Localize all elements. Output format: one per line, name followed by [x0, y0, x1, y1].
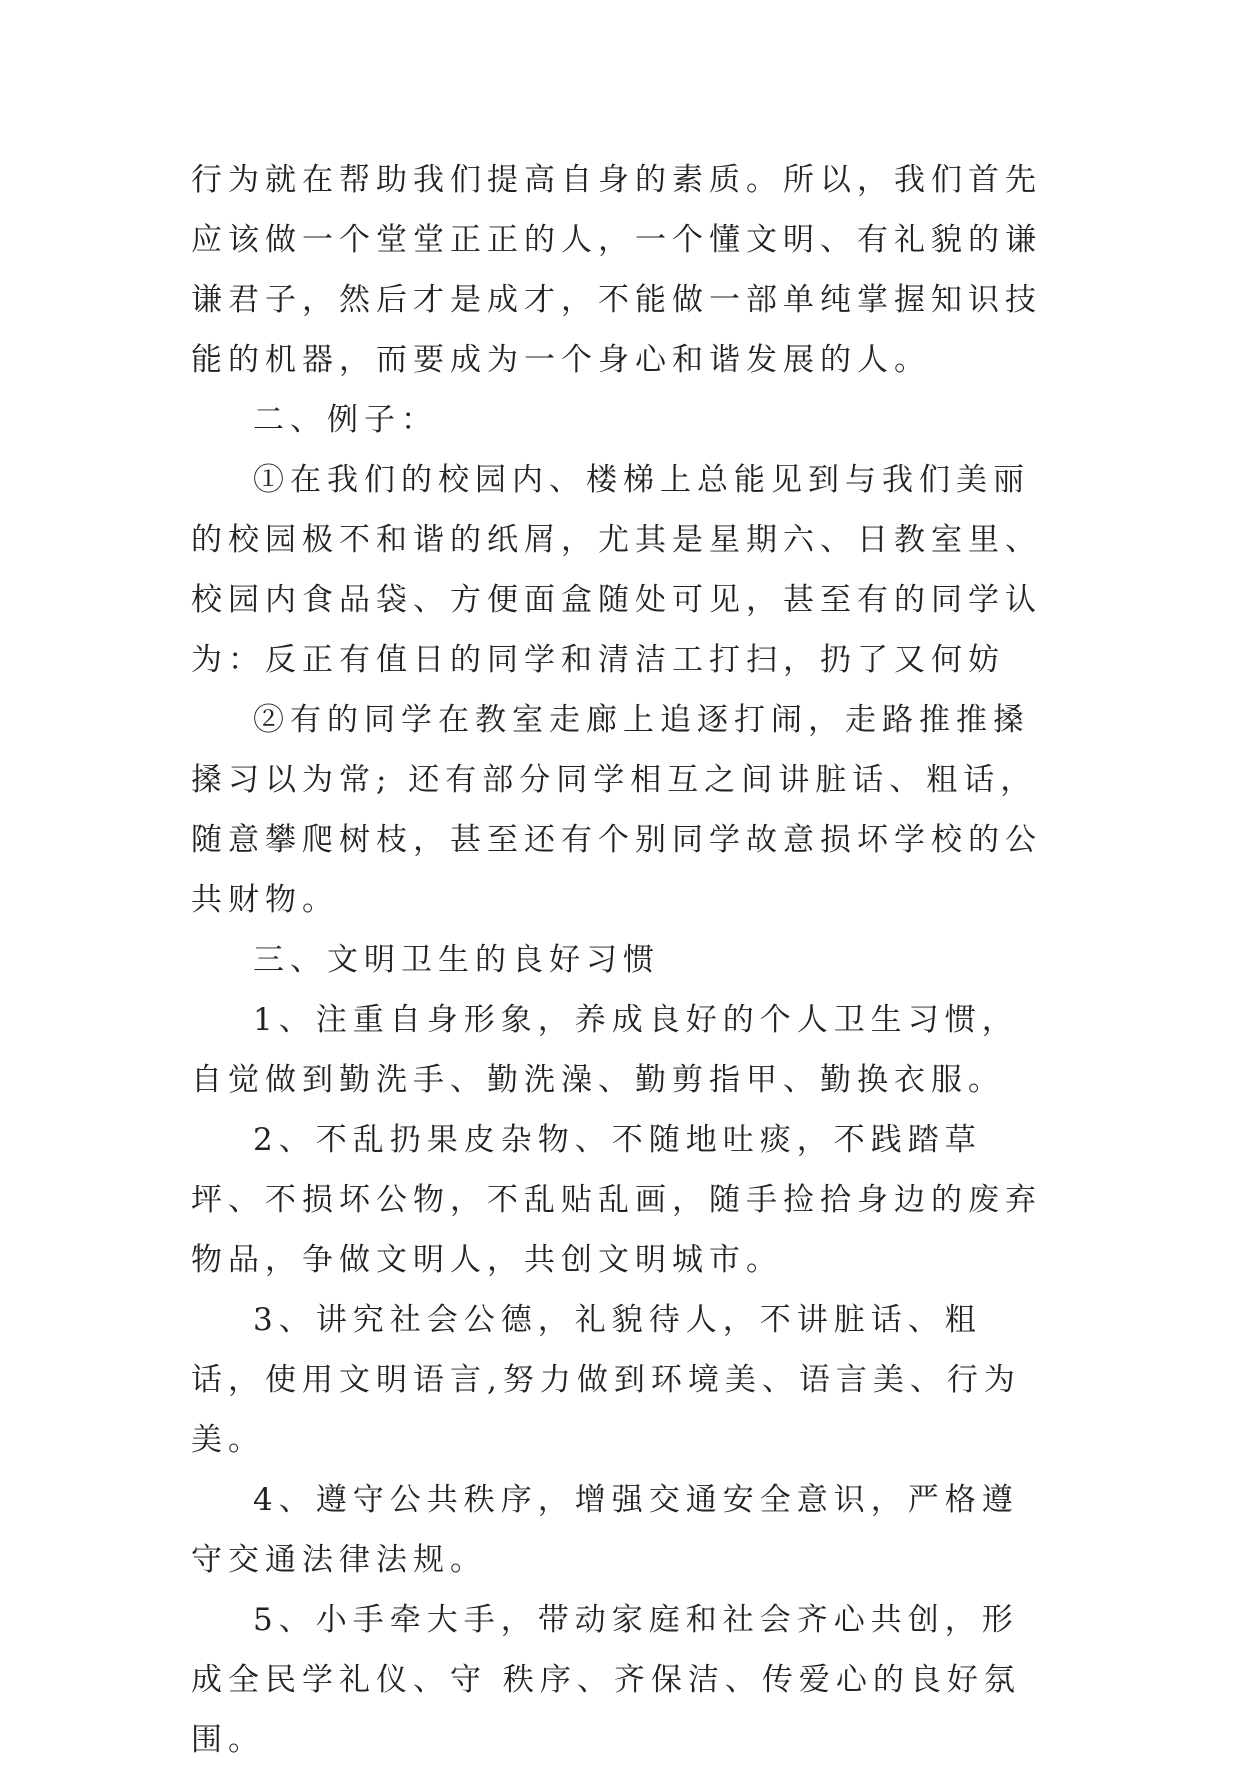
list-item-habit-5: 5、小手牵大手，带动家庭和社会齐心共创，形成全民学礼仪、守 秩序、齐保洁、传爱心的良好氛围。 [191, 1602, 1021, 1758]
document-body [191, 150, 1051, 1770]
paragraph-intro-continued: 行为就在帮助我们提高自身的素质。所以，我们首先应该做一个堂堂正正的人，一个懂文明、有礼貌的谦谦君子，然后才是成才，不能做一部单纯掌握知识技能的机器，而要成为一个身心和谐发展的人。 [191, 162, 1042, 378]
list-item-habit-1: 1、注重自身形象，养成良好的个人卫生习惯，自觉做到勤洗手、勤洗澡、勤剪指甲、勤换衣服。 [191, 1002, 1019, 1098]
paragraph-example-2: ②有的同学在教室走廊上追逐打闹，走路推推搡搡习以为常; 还有部分同学相互之间讲脏话、粗话，随意攀爬树枝，甚至还有个别同学故意损坏学校的公共财物。 [191, 702, 1042, 918]
list-item-habit-2: 2、不乱扔果皮杂物、不随地吐痰，不践踏草坪、不损坏公物，不乱贴乱画，随手捡拾身边的废弃物品，争做文明人，共创文明城市。 [191, 1122, 1042, 1278]
section-heading-habits: 三、文明卫生的良好习惯 [253, 942, 660, 978]
section-heading-examples: 二、例子： [253, 402, 438, 438]
list-item-habit-4: 4、遵守公共秩序，增强交通安全意识，严格遵守交通法律法规。 [191, 1482, 1019, 1578]
list-item-habit-3: 3、讲究社会公德，礼貌待人，不讲脏话、粗话，使用文明语言,努力做到环境美、语言美、行为美。 [191, 1302, 1021, 1458]
paragraph-example-1: ①在我们的校园内、楼梯上总能见到与我们美丽的校园极不和谐的纸屑，尤其是星期六、日教室里、校园内食品袋、方便面盒随处可见，甚至有的同学认为：反正有值日的同学和清洁工打扫，扔了又何妨 [191, 462, 1042, 678]
